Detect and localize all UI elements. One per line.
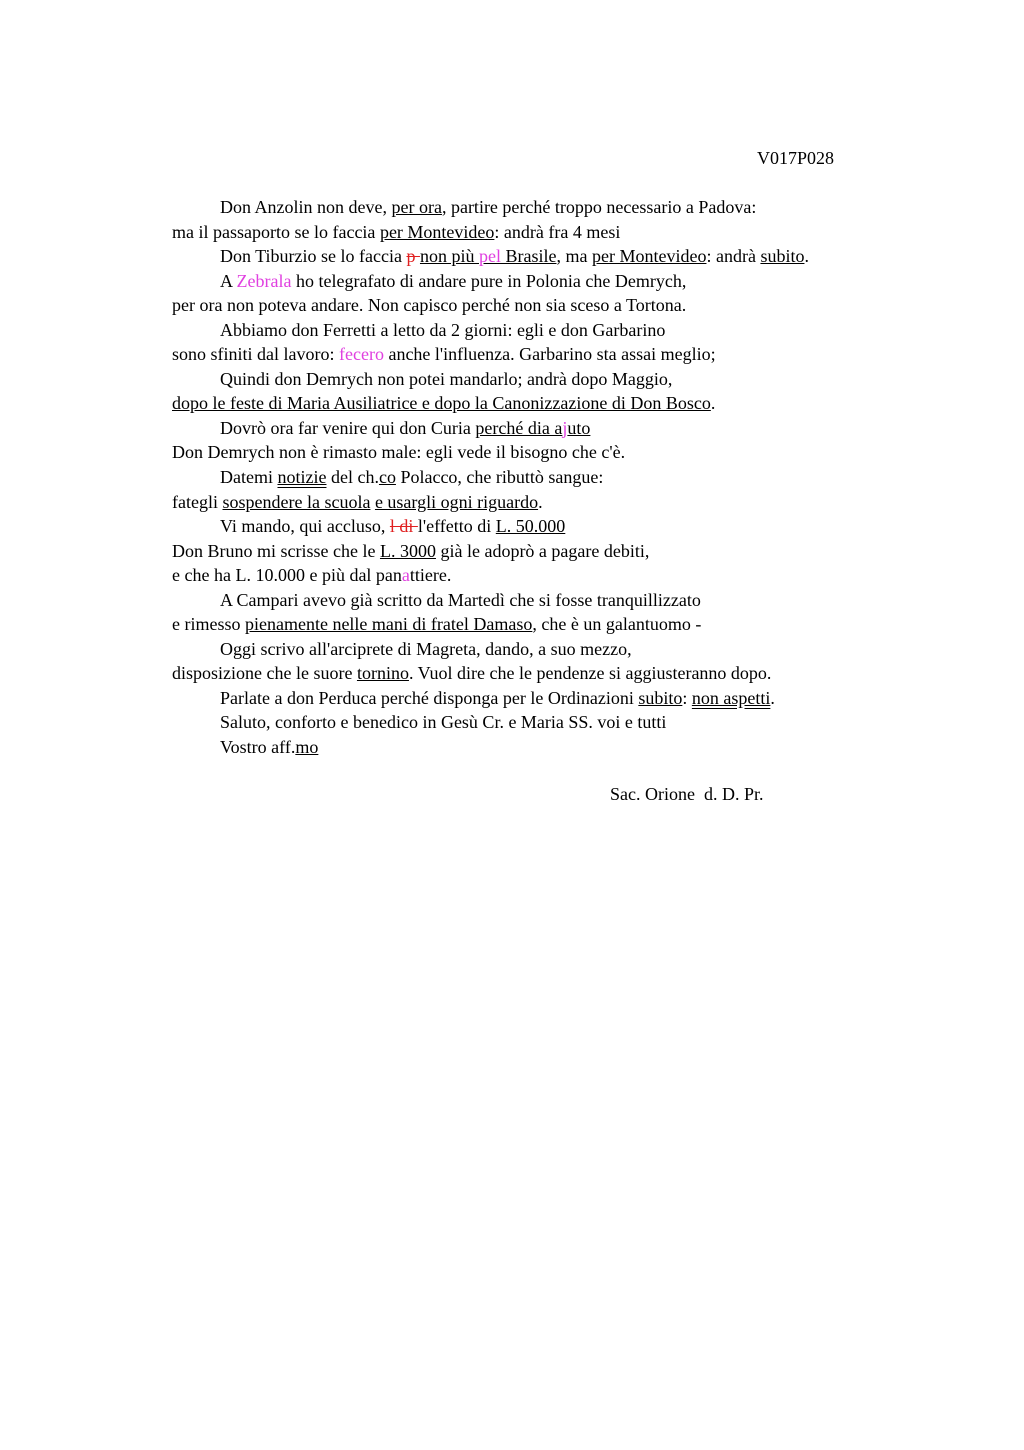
text-segment: p [406, 246, 420, 267]
text-segment: Zebrala [236, 270, 292, 291]
text-segment: . [538, 491, 543, 512]
text-segment: per Montevideo [591, 246, 707, 267]
text-segment: A Campari avevo già scritto da Martedì che si fosse tranquillizzato [220, 589, 701, 610]
text-segment: disposizione che le suore [172, 663, 357, 684]
letter-body [172, 195, 932, 760]
text-segment: e rimesso [172, 614, 245, 635]
text-segment: . Vuol dire che le pendenze si aggiusteranno dopo. [408, 663, 772, 684]
text-segment: , partire perché troppo necessario a Padova: [441, 197, 757, 217]
text-segment: l di [389, 516, 418, 537]
letter-line [172, 539, 932, 564]
text-segment: per ora [391, 197, 442, 217]
text-segment: Saluto, conforto e benedico in Gesù Cr. e Maria SS. voi e tutti [220, 712, 667, 733]
text-segment: . [804, 246, 809, 267]
text-segment: Vi mando, qui accluso, [220, 516, 390, 537]
text-segment: Datemi [220, 467, 278, 488]
letter-line [172, 637, 932, 662]
text-segment: ttiere. [409, 565, 452, 586]
text-segment: L. 50.000 [495, 516, 566, 537]
letter-line [172, 735, 932, 760]
text-segment: e che ha L. 10.000 e più dal pan [172, 565, 402, 586]
letter-line [172, 588, 932, 613]
text-segment: tornino [356, 663, 409, 684]
text-segment: j [562, 417, 568, 438]
text-segment: Quindi don Demrych non potei mandarlo; andrà dopo Maggio, [220, 368, 673, 389]
text-segment: co [378, 467, 396, 488]
letter-line [172, 367, 932, 392]
text-segment: e usargli ogni riguardo [374, 491, 539, 512]
text-segment: Vostro aff. [220, 737, 296, 758]
letter-line [172, 220, 932, 245]
text-segment: a [401, 565, 410, 586]
letter-line [172, 563, 932, 588]
text-segment: per ora non poteva andare. Non capisco perché non sia sceso a Tortona. [172, 295, 687, 316]
text-segment: sospendere la scuola [222, 491, 371, 512]
text-segment: fategli [172, 491, 223, 512]
text-segment: , ma [556, 246, 592, 267]
text-segment: Oggi scrivo all'arciprete di Magreta, dando, a suo mezzo, [220, 638, 632, 659]
text-segment: pienamente nelle mani di fratel Damaso [244, 614, 533, 635]
text-segment: . [770, 687, 775, 708]
text-segment: A [220, 270, 237, 291]
text-segment: Abbiamo don Ferretti a letto da 2 giorni: egli e don Garbarino [220, 319, 666, 340]
text-segment: , che è un galantuomo - [532, 614, 702, 635]
letter-line [172, 269, 932, 294]
letter-line [172, 293, 932, 318]
letter-line [172, 440, 932, 465]
letter-line [172, 318, 932, 343]
text-segment: subito [638, 687, 683, 708]
text-segment: Don Bruno mi scrisse che le [172, 540, 380, 561]
text-segment: mo [295, 737, 319, 758]
text-segment: non più [419, 246, 479, 267]
text-segment: L. 3000 [379, 540, 436, 561]
letter-line [172, 661, 932, 686]
text-segment: ma il passaporto se lo faccia [172, 221, 380, 242]
letter-line [172, 710, 932, 735]
text-segment: uto [567, 417, 591, 438]
text-segment: perché dia a [475, 417, 563, 438]
letter-line [172, 490, 932, 515]
letter-line [172, 686, 932, 711]
text-segment: notizie [277, 467, 327, 488]
letter-line [172, 195, 932, 220]
text-segment: Don Tiburzio se lo faccia [220, 246, 407, 267]
letter-line [172, 391, 932, 416]
page-identifier: V017P028 [757, 148, 835, 168]
text-segment: . [710, 393, 716, 414]
text-segment: non aspetti [691, 687, 771, 708]
text-segment: Don Anzolin non deve, [220, 197, 392, 217]
letter-line [172, 514, 932, 539]
text-segment: Parlate a don Perduca perché disponga per le Ordinazioni [220, 687, 639, 708]
letter-line [172, 244, 932, 269]
text-segment: ho telegrafato di andare pure in Polonia che Demrych, [291, 270, 687, 291]
text-segment: già le adoprò a pagare debiti, [435, 540, 650, 561]
text-segment: del ch. [326, 467, 379, 488]
text-segment: Brasile [500, 246, 557, 267]
text-segment: fecero [338, 344, 384, 365]
letter-line [172, 465, 932, 490]
letter-line [172, 342, 932, 367]
text-segment: Don Demrych non è rimasto male: egli vede il bisogno che c'è. [172, 442, 626, 463]
signature: Sac. Orione d. D. Pr. [610, 784, 764, 804]
text-segment: : andrà fra 4 mesi [494, 221, 621, 242]
text-segment: sono sfiniti dal lavoro: [172, 344, 339, 365]
text-segment: : andrà [706, 246, 761, 267]
text-segment: per Montevideo [379, 221, 495, 242]
text-segment: dopo le feste di Maria Ausiliatrice e dopo la Canonizzazione di Don Bosco [172, 393, 711, 414]
text-segment: anche l'influenza. Garbarino sta assai meglio; [383, 344, 716, 365]
text-segment: pel [478, 246, 501, 267]
text-segment: subito [760, 246, 805, 267]
letter-line [172, 416, 932, 441]
text-segment: Dovrò ora far venire qui don Curia [220, 417, 476, 438]
text-segment: l'effetto di [417, 516, 496, 537]
letter-line [172, 612, 932, 637]
text-segment: Polacco, che ributtò sangue: [395, 467, 604, 488]
text-segment: : [682, 687, 692, 708]
